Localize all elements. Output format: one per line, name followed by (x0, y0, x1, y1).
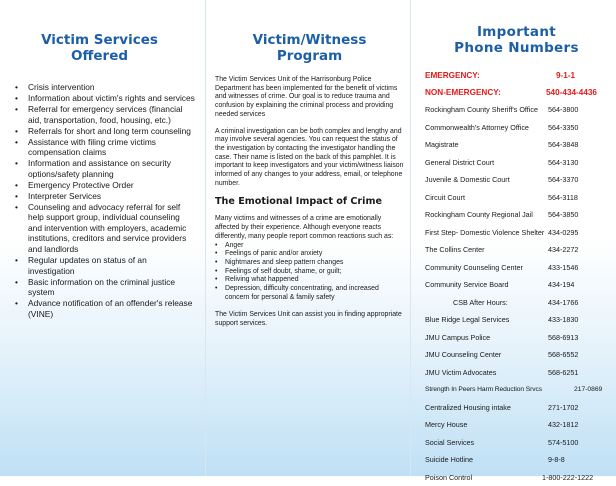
reactions-list (215, 242, 404, 303)
phone-entry (425, 241, 608, 259)
reaction-item: • Depression, difficulty concentrating, and increased concern for personal & family safety (215, 285, 404, 302)
non-emergency-label: NON-EMERGENCY: (425, 84, 501, 101)
phone-entry-number: 217-0869 (574, 381, 608, 399)
service-item: • Assistance with filing crime victims compensation claims (14, 137, 195, 158)
phone-entry-label: Rockingham County Regional Jail (425, 206, 533, 224)
phone-entry (425, 434, 608, 452)
phone-entry-label: JMU Victim Advocates (425, 364, 496, 382)
phone-numbers-heading-line1: Important (477, 24, 556, 40)
phone-entry-label: Mercy House (425, 416, 467, 434)
support-paragraph: The Victim Services Unit can assist you in finding appropriate support services. (215, 311, 404, 328)
impact-paragraph: Many victims and witnesses of a crime are emotionally affected by their experience. Although everyone reacts differently, many people report common reactions such as: (215, 215, 404, 241)
service-item: • Crisis intervention (14, 82, 195, 93)
phone-entry-label: Blue Ridge Legal Services (425, 311, 509, 329)
phone-entry-number: 564-3848 (548, 136, 608, 154)
service-item: • Basic information on the criminal justice system (14, 277, 195, 298)
phone-entry-label: General District Court (425, 154, 494, 172)
reaction-item: • Nightmares and sleep pattern changes (215, 259, 404, 268)
phone-entry-number: 433-1546 (548, 259, 608, 277)
phone-entry-number: 432-1812 (548, 416, 608, 434)
emergency-row (425, 67, 608, 84)
emotional-impact-heading: The Emotional Impact of Crime (215, 196, 404, 207)
phone-entry-label: Magistrate (425, 136, 459, 154)
emergency-label: EMERGENCY: (425, 67, 480, 84)
phone-entry-number: 9-8-8 (548, 451, 608, 469)
phone-entry-number: 434-0295 (548, 224, 608, 242)
phone-entry-number: 564-3370 (548, 171, 608, 189)
phone-entry (425, 469, 608, 486)
non-emergency-row (425, 84, 608, 101)
phone-entry-number: 568-6552 (548, 346, 608, 364)
victim-services-column (0, 0, 205, 476)
phone-entry-label: Rockingham County Sheriff's Office (425, 101, 538, 119)
service-item: • Counseling and advocacy referral for self help support group, individual counseling and intervention with employers, academic institutions, creditors and service providers and landlords (14, 202, 195, 255)
reaction-item: • Anger (215, 242, 404, 251)
reaction-item: • Reliving what happened (215, 276, 404, 285)
phone-entry-label: Centralized Housing intake (425, 399, 511, 417)
phone-entry (425, 294, 608, 312)
phone-entry-number: 1-800-222-1222 (542, 469, 608, 486)
non-emergency-number: 540-434-4436 (546, 84, 608, 101)
phone-entry-number: 564-3118 (548, 189, 608, 207)
program-heading-line2: Program (277, 48, 342, 64)
phone-entry-number: 568-6913 (548, 329, 608, 347)
victim-services-heading-line2: Offered (71, 48, 128, 64)
program-column (205, 0, 410, 476)
phone-entry (425, 154, 608, 172)
phone-entry-label: The Collins Center (425, 241, 485, 259)
phone-entry-label: Community Counseling Center (425, 259, 523, 277)
phone-entry (425, 346, 608, 364)
phone-entry-label: Poison Control (425, 469, 472, 486)
phone-entry-number: 433-1830 (548, 311, 608, 329)
phone-entry (425, 224, 608, 242)
emergency-number: 9-1-1 (556, 67, 608, 84)
service-item: • Regular updates on status of an investigation (14, 255, 195, 276)
phone-entry (425, 136, 608, 154)
phone-entry-label: Suicide Hotline (425, 451, 473, 469)
phone-entry-number: 564-3800 (548, 101, 608, 119)
phone-numbers-heading-line2: Phone Numbers (454, 40, 579, 56)
program-heading (215, 32, 404, 64)
phone-entry-label: Circuit Court (425, 189, 465, 207)
phone-entry-number: 564-3130 (548, 154, 608, 172)
phone-entry-number: 574-5100 (548, 434, 608, 452)
phone-entry (425, 381, 608, 399)
phone-entry (425, 119, 608, 137)
phone-entry-label: JMU Counseling Center (425, 346, 501, 364)
phone-entry-number: 564-3850 (548, 206, 608, 224)
phone-entry (425, 364, 608, 382)
reaction-item: • Feelings of self doubt, shame, or guilt; (215, 268, 404, 277)
program-intro-paragraph: The Victim Services Unit of the Harrisonburg Police Department has been implemented for the benefit of victims and witnesses of crime. Our goal is to reduce trauma and confusion by explaining the criminal process and providing needed services (215, 76, 404, 120)
phone-entry (425, 189, 608, 207)
services-list (14, 82, 195, 319)
phone-entry-number: 434-1766 (548, 294, 608, 312)
victim-services-heading (14, 32, 195, 64)
phone-entry-label: Strength In Peers Harm Reduction Srvcs (425, 381, 542, 399)
phone-entry-number: 434-194 (548, 276, 608, 294)
phone-entry (425, 206, 608, 224)
phone-entry (425, 311, 608, 329)
service-item: • Information and assistance on security options/safety planning (14, 158, 195, 179)
program-heading-line1: Victim/Witness (253, 32, 367, 48)
phone-entry-label: Community Service Board (425, 276, 509, 294)
service-item: • Referral for emergency services (financial aid, transportation, food, housing, etc.) (14, 104, 195, 125)
phone-entry (425, 101, 608, 119)
phone-entry (425, 329, 608, 347)
phone-entry (425, 416, 608, 434)
service-item: • Information about victim's rights and services (14, 93, 195, 104)
phone-entry-label: Commonwealth's Attorney Office (425, 119, 529, 137)
phone-entry-number: 568-6251 (548, 364, 608, 382)
phone-entry-number: 271-1702 (548, 399, 608, 417)
phone-entry-label: Social Services (425, 434, 474, 452)
phone-entry (425, 451, 608, 469)
phone-entry-number: 564-3350 (548, 119, 608, 137)
reaction-item: • Feelings of panic and/or anxiety (215, 250, 404, 259)
phone-entry-label: JMU Campus Police (425, 329, 490, 347)
service-item: • Referrals for short and long term counseling (14, 126, 195, 137)
victim-services-heading-line1: Victim Services (41, 32, 158, 48)
phone-entry (425, 171, 608, 189)
phone-entry (425, 399, 608, 417)
service-item: • Interpreter Services (14, 191, 195, 202)
phone-entry (425, 259, 608, 277)
phone-numbers-column (410, 0, 616, 476)
phone-entry-label: CSB After Hours: (425, 294, 508, 312)
phone-numbers-heading (425, 24, 608, 56)
phone-entry-label: Juvenile & Domestic Court (425, 171, 510, 189)
phone-entry (425, 276, 608, 294)
phone-entry-number: 434-2272 (548, 241, 608, 259)
service-item: • Advance notification of an offender's release (VINE) (14, 298, 195, 319)
investigation-paragraph: A criminal investigation can be both complex and lengthy and may involve several agencies. You can request the status of the investigation by contacting the investigator handling the case. Their name is listed on the back of this pamphlet. It is important to keep investigators and your victim/witness liaison informed of any changes to your address, email, or telephone number. (215, 128, 404, 189)
service-item: • Emergency Protective Order (14, 180, 195, 191)
phone-entry-label: First Step- Domestic Violence Shelter (425, 224, 544, 242)
